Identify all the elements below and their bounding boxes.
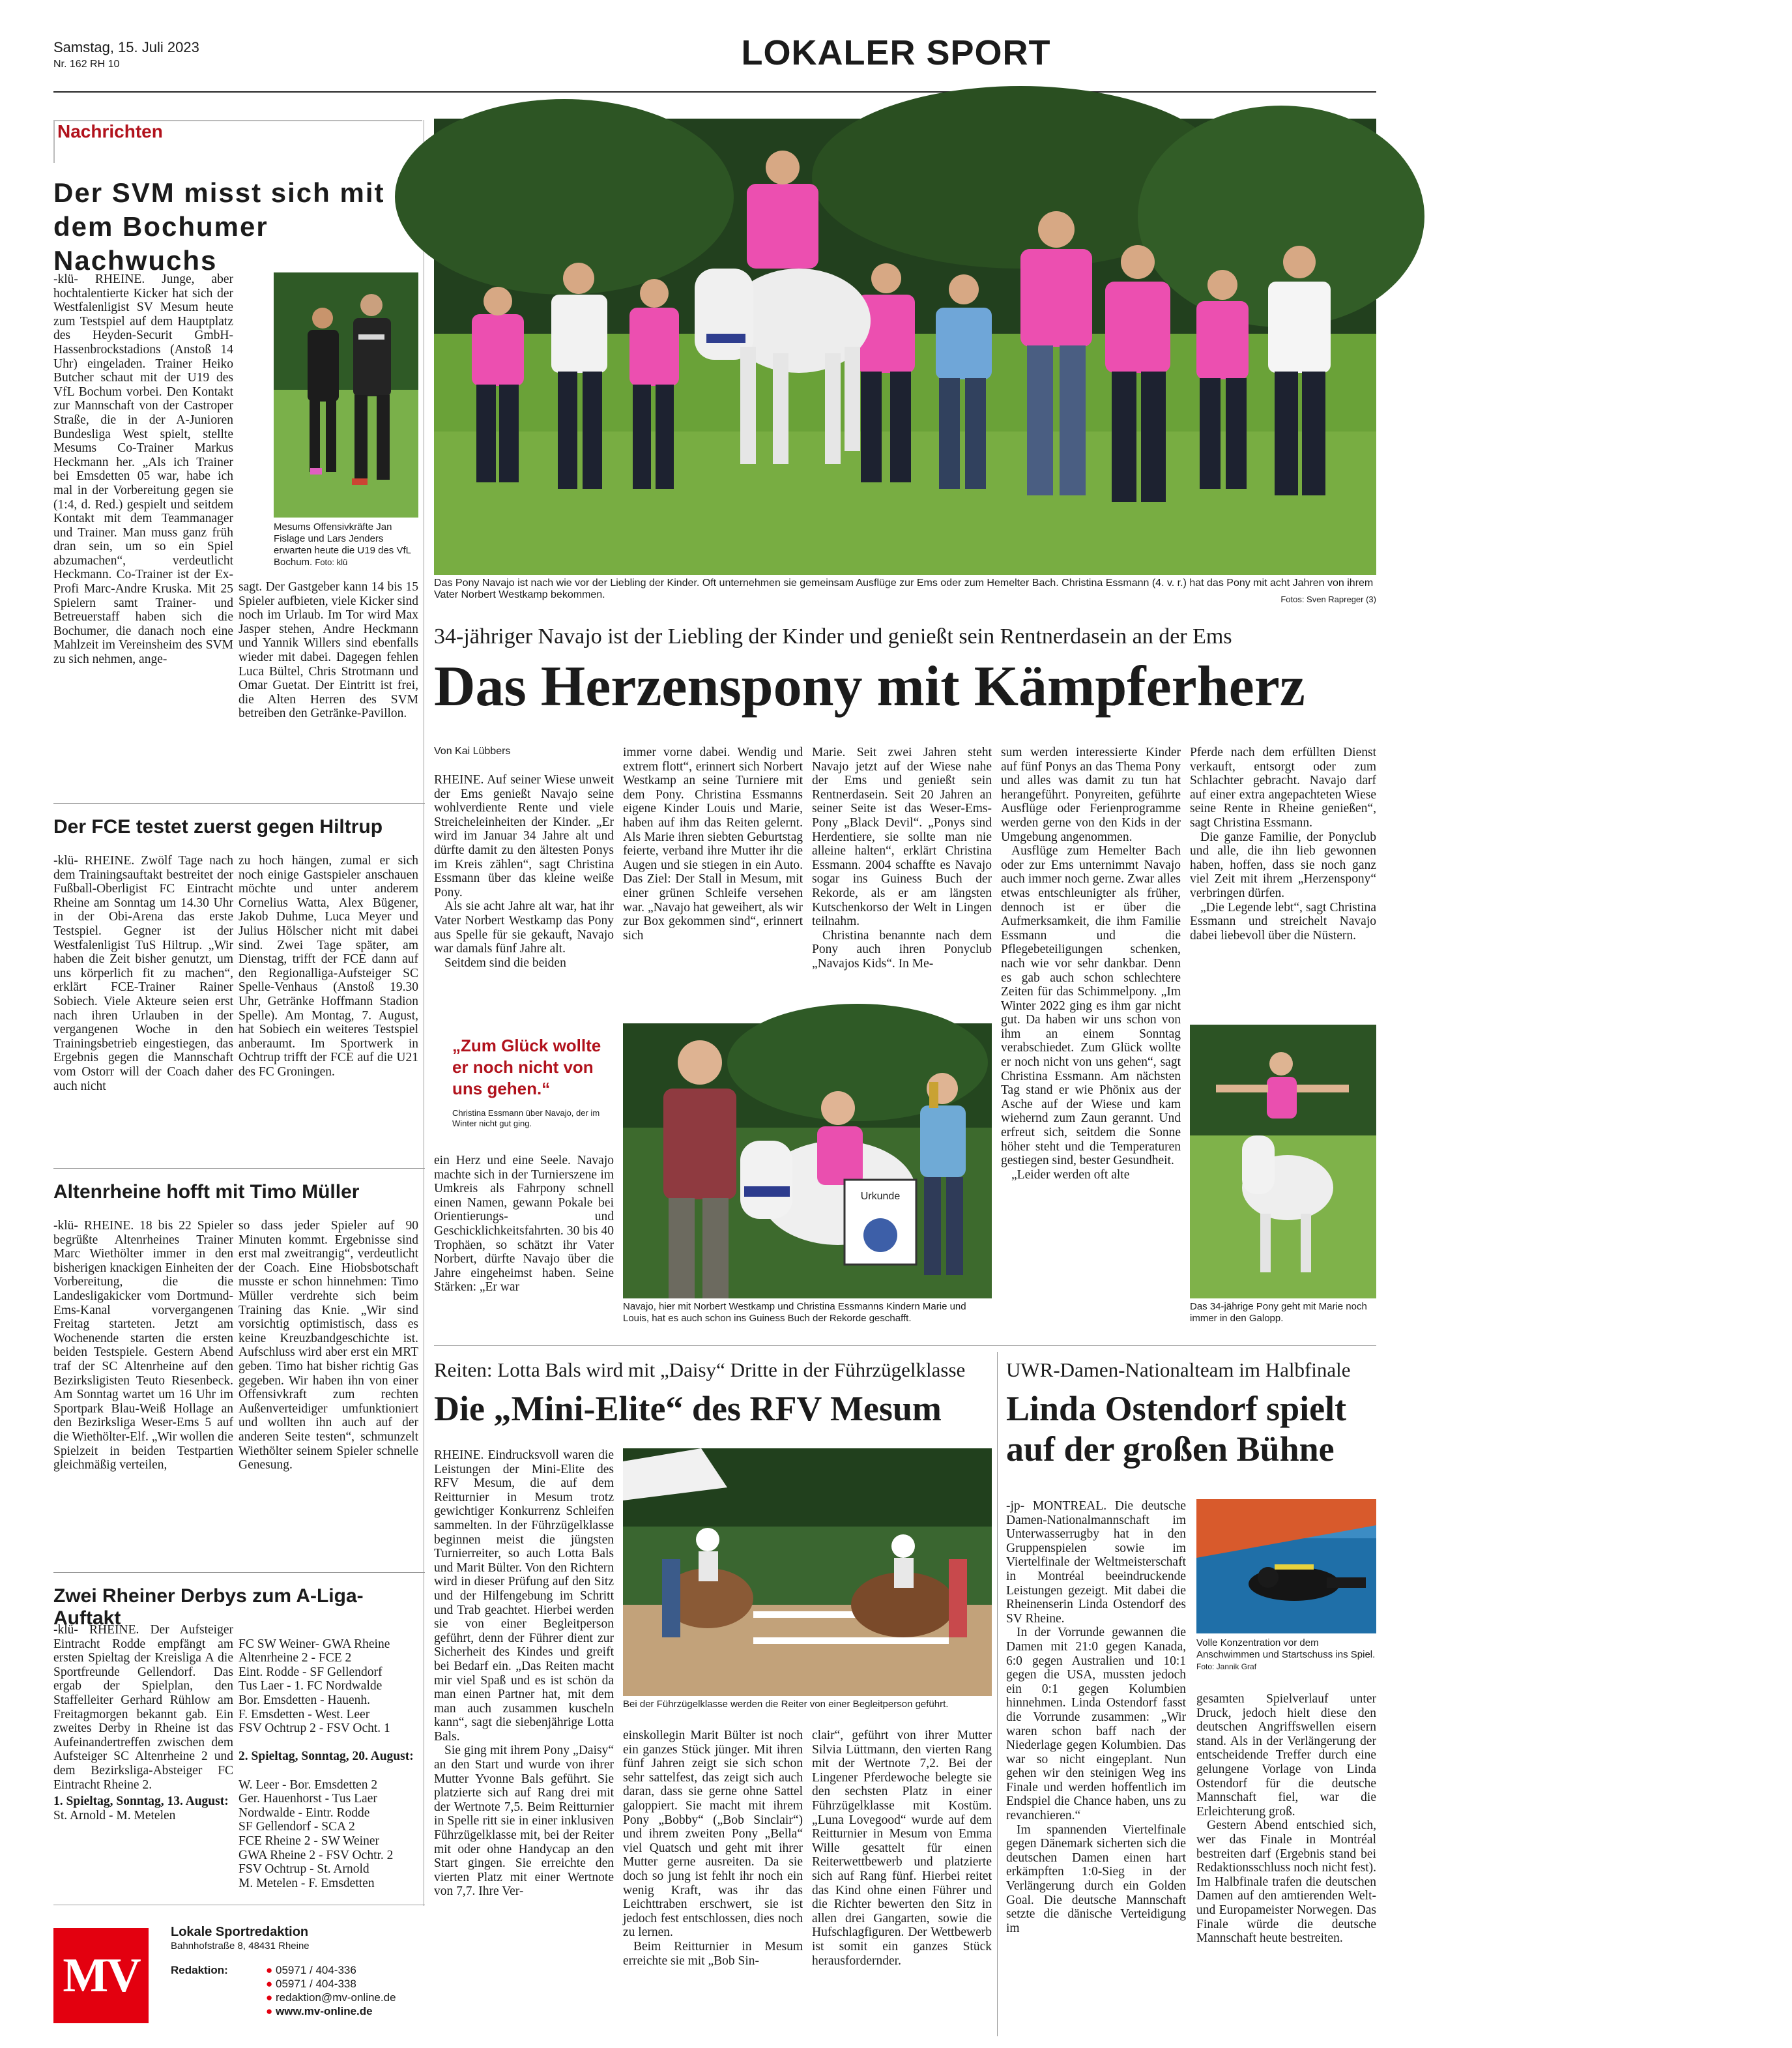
article-body: immer vorne dabei. Wendig und extrem flott“, erinnert sich Norbert Westkamp an seine Turniere mit dem Pony. Christina Essmanns eigene Kinder Louis und Marie, haben auf ihm das Reiten gelernt. Als Marie ihren siebten Geburtstag feierte, verband ihre Mutter ihr die Augen und sie stiegen in ein Auto. Das Ziel: Der Stall in Mesum, mit einer grünen Schleife versehen war. „Navajo hat geweihert, als wir zur Box gekommen sind“, erinnert sich bbox=[623, 746, 803, 943]
news-kicker: Nachrichten bbox=[57, 121, 163, 141]
contact-address: Bahnhofstraße 8, 48431 Rheine bbox=[171, 1940, 310, 1952]
column-divider bbox=[997, 1352, 998, 2036]
pull-quote: „Zum Glück wollte er noch nicht von uns gehen.“ bbox=[452, 1036, 601, 1098]
photo-kids-with-pony bbox=[434, 119, 1376, 575]
photo-caption: Navajo, hier mit Norbert Westkamp und Christina Essmanns Kindern Marie und Louis, hat es auch schon ins Guiness Buch der Rekorde geschafft. bbox=[623, 1301, 966, 1324]
globe-icon: ● bbox=[266, 2005, 276, 2017]
galopp-photo-drawing bbox=[1190, 1025, 1376, 1298]
fixture-line: St. Arnold - M. Metelen bbox=[53, 1808, 176, 1822]
byline: Von Kai Lübbers bbox=[434, 746, 511, 757]
article-headline: Zwei Rheiner Derbys zum A-Liga-Auftakt bbox=[53, 1585, 364, 1629]
photo-caption: Mesums Offensivkräfte Jan Fislage und Lars Jenders erwarten heute die U19 des VfL Bochum. Foto: klü bbox=[274, 521, 411, 568]
article-headline: Die „Mini-Elite“ des RFV Mesum bbox=[434, 1389, 942, 1428]
fixtures-heading: 1. Spieltag, Sonntag, 13. August: bbox=[53, 1794, 229, 1809]
article-headline: Der SVM misst sich mit dem Bochumer Nachwuchs bbox=[53, 177, 385, 276]
article-body: Pferde nach dem erfüllten Dienst verkauft, entsorgt oder zum Schlachter gebracht. Navajo darf auf einer extra angepachteten Wiese seine Rente in Rheine genießen“, sagt Christina Essmann. Die ganze Familie, der Ponyclub und alle, die ihn lieb gewonnen haben, hoffen, dass sie noch ganz viel Zeit mit ihrem „Herzenspony“ verbringen dürfen. „Die Legende lebt“, sagt Christina Essmann und streichelt Navajo dabei liebevoll über die Nüstern. bbox=[1190, 746, 1376, 943]
divider bbox=[53, 1572, 425, 1573]
fixture-list: FC SW Weiner- GWA Rheine Altenrheine 2 - FCE 2 Eint. Rodde - SF Gellendorf Tus Laer - 1. FC Nordwalde Bor. Emsdetten - Hauenh. F. Emsdetten - West. Leer FSV Ochtrup 2 - FSV Ocht. 1 2. Spieltag, Sonntag, 20. August: W. Leer - Bor. Emsdetten 2 Ger. Hauenhorst - Tus Laer Nordwalde - Eintr. Rodde SF Gellendorf - SCA 2 FCE Rheine 2 - SW Weiner GWA Rheine 2 - FSV Ochtr. 2 FSV Ochtrup - St. Arnold M. Metelen - F. Emsdetten bbox=[238, 1623, 425, 1819]
contact-title: Lokale Sportredaktion bbox=[171, 1925, 309, 1939]
article-body: sagt. Der Gastgeber kann 14 bis 15 Spieler aufbieten, viele Kicker sind noch im Urlaub. Im Tor wird Max Jasper stehen, Andre Heckmann und Yannik Willers sind ebenfalls wieder mit dabei. Dagegen fehlen Luca Bültel, Chris Strotmann und Omar Guetat. Der Eintritt ist frei, die Alten Herren des SVM betreiben den Getränke-Pavillon. bbox=[238, 580, 418, 721]
photo-caption: Volle Konzentration vor dem Anschwimmen und Startschuss ins Spiel. Foto: Jannik Graf bbox=[1196, 1637, 1376, 1671]
article-headline: Altenrheine hofft mit Timo Müller bbox=[53, 1181, 360, 1203]
article-body: ein Herz und eine Seele. Navajo machte sich in der Turnierszene im Umkreis als Fahrpony schnell einen Namen, gewann Pokale bei Orientierungs- und Geschicklichkeitsfahrten. 30 bis 40 Trophäen, so schätzt ihr Vater Norbert, dürfte Navajo über die Jahre eingeheimst haben. Seine Stärken: „Er war bbox=[434, 1154, 614, 1295]
article-body: zu hoch hängen, zumal er sich noch einige Gastspieler anschauen möchte und unter anderem Cornelius Wattа, Alex Bügener, Jakob Duhme, Luca Meyer und Julius Hölscher nicht mit dabei sind. Zwei Tage später, am Dienstag, trifft der FCE dann auf den Regionalliga-Aufsteiger SC Spelle-Venhaus (Anstoß 19.30 Uhr, Getränke Hoffmann Stadion Spelle). Am Montag, 7. August, hat Sobiech ein weiteres Testspiel anberaumt. Im Sportwerk in Ochtrup trifft der FCE auf die U21 des FC Groningen. bbox=[238, 854, 418, 1079]
article-body: gesamten Spielverlauf unter Druck, jedoch hielt diese den deutschen Angriffswellen eisern stand. Als in der Verlängerung der entscheidende Treffer durch eine gelungene Vorlage von Linda Ostendorf für die deutsche Mannschaft fiel, war die Erleichterung groß. Gestern Abend entschied sich, wer das Finale in Montréal bestreiten darf (Ergebnis stand bei Redaktionsschluss noch nicht fest). Im Halbfinale trafen die deutschen Damen auf den amtierenden Welt- und Europameister Norwegen. Das Finale würde die deutsche Mannschaft heute bestreiten. bbox=[1196, 1692, 1376, 1946]
photo-caption: Das 34-jährige Pony geht mit Marie noch immer in den Galopp. bbox=[1190, 1301, 1367, 1324]
certificate-label: Urkunde bbox=[860, 1191, 901, 1202]
section-title: LOKALER SPORT bbox=[741, 33, 1051, 72]
phone-line[interactable]: ● 05971 / 404-336 bbox=[266, 1964, 356, 1976]
uwr-photo-drawing bbox=[1196, 1499, 1376, 1633]
soccer-photo-drawing bbox=[274, 272, 418, 518]
photo-credit: Fotos: Sven Rapreger (3) bbox=[1280, 594, 1376, 604]
article-body: RHEINE. Eindrucksvoll waren die Leistungen der Mini-Elite des RFV Mesum, die auf dem Reitturnier in Mesum trotz gewichtiger Konkurrenz Schleifen sammelten. In der Führzügelklasse beginnen meist die jüngsten Turnierreiter, so auch Lotta Bals und Marit Bülter. Von den Richtern wird in dieser Prüfung auf den Sitz und der Hilfengebung im Schritt und Trab geachtet. Hierbei werden sie von einer Begleitperson geführt, denn der Führer dient zur Sicherheit des Kindes und greift bei Bedarf ein. „Das Reiten macht mir viel Spaß und es ist schön da man einen Partner hat, mit dem man auch zusammen kuscheln kann“, sagt die siebenjährige Lotta Bals. Sie ging mit ihrem Pony „Daisy“ an den Start und wurde von ihrer Mutter Yvonne Bals geführt. Sie platzierte sich auf Rang drei mit der Wertnote 7,5. Beim Reitturnier in Spelle ritt sie in einer inklusiven Führzügelklasse mit, bei der Reiter mit oder ohne Handycap an den Start gingen. Sie erreichte den vierten Platz mit einer Wertnote von 7,7. Ihre Ver- bbox=[434, 1448, 614, 1899]
divider bbox=[53, 803, 425, 804]
article-body: RHEINE. Auf seiner Wiese unweit der Ems genießt Navajo seine wohlverdiente Rente und viele Streicheleinheiten der Kinder. „Er wird im Januar 34 Jahre alt und dürfte damit zu den ältesten Ponys im Kreis zählen“, sagt Christina Essmann über das kleine weiße Pony. Als sie acht Jahre alt war, hat ihr Vater Norbert Westkamp das Pony aus Spelle für sie gekauft, Navajo war damals fünf Jahre alt. Seitdem sind die beiden bbox=[434, 773, 614, 970]
pony-photo-drawing bbox=[434, 119, 1376, 575]
photo-caption: Das Pony Navajo ist nach wie vor der Liebling der Kinder. Oft unternehmen sie gemeinsam Ausflüge zur Ems oder zum Hemelter Bach. Christina Essmann (4. v. r.) hat das Pony mit acht Jahren von ihrem Vater Norbert Westkamp bekommen. bbox=[434, 578, 1374, 600]
article-body: so dass jeder Spieler auf 90 Minuten kommt. Ergebnisse sind erst mal zweitrangig“, verdeutlicht der Coach. Eine Hiobsbotschaft musste er schon hinnehmen: Timo Müller verdrehte sich beim Training das Knie. „Wir sind vorsichtig optimistisch, dass es keine Kreuzbandgeschichte ist. Aufschluss wird aber erst ein MRT geben. Timo hat bisher richtig Gas gegeben. Wir haben ihn von einer Offensivkraft zum rechten Außenverteidiger umfunktioniert und wollten ihn auch auf der anderen Seite testen“, schmunzelt Wiethölter seinem Spieler schnelle Genesung. bbox=[238, 1219, 418, 1472]
fax-line[interactable]: ● 05971 / 404-338 bbox=[266, 1978, 356, 1990]
photo-family-with-pony bbox=[623, 1023, 992, 1298]
topline: 34-jähriger Navajo ist der Liebling der Kinder und genießt sein Rentnerdasein an der Ems bbox=[434, 624, 1232, 649]
issue-number: Nr. 162 RH 10 bbox=[53, 59, 120, 70]
mail-icon: ● bbox=[266, 1991, 276, 2004]
article-body: clair“, geführt von ihrer Mutter Silvia Lüttmann, den vierten Rang mit der Wertnote 7,2. Bei der Lingener Pferdewoche belegte sie den sechsten Platz in einer Führzügelklasse mit Kostüm. „Luna Lovegood“ wurde auf dem Reitturnier in Mesum von Emma Wille gesattelt für einen Reiterwettbewerb und platzierte sich auf Rang fünf. Hierbei reitet das Kind ohne einen Führer und die Richter bewerten den Sitz in allen drei Gangarten, sowie die Hufschlagfiguren. Der Wettbewerb ist somit ein ganzes Stück herausfordernder. bbox=[812, 1729, 992, 1968]
article-body: einskollegin Marit Bülter ist noch ein ganzes Stück jünger. Mit ihren fünf Jahren zeigt sie sich schon sehr sattelfest, das zeigt sich auch daran, dass sie gerne ohne Sattel galoppiert. Sie macht mit ihrem Pony „Bobby“ („Bob Sinclair“) und ihrem zweiten Pony „Bella“ viel Quatsch und geht mit ihrer Mutter gerne ausreiten. Da sie doch so jung ist fehlt ihr noch ein wenig Kraft, was ihr das Leichttraben erschwert, sie ist jedoch fest entschlossen, dies noch zu lernen. Beim Reitturnier in Mesum erreichte sie mit „Bob Sin- bbox=[623, 1729, 803, 1968]
contact-box bbox=[171, 1925, 425, 2018]
photo-underwater-rugby bbox=[1196, 1499, 1376, 1633]
photo-riders bbox=[623, 1448, 992, 1696]
riders-photo-drawing bbox=[623, 1448, 992, 1696]
article-body: sum werden interessierte Kinder auf fünf Ponys an das Thema Pony und alles was damit zu tun hat herangeführt. Ponyreiten, geführte Ausflüge oder Ferienprogramme werden gerne von den Kids in der Umgebung angenommen. Ausflüge zum Hemelter Bach oder zur Ems unternimmt Navajo auch immer noch gerne. Zwar alles etwas entschleunigter als früher, dennoch ist er über die Aufmerksamkeit, die ihm Familie Essmann und die Pflegebeteiligungen schenken, nach wie vor sehr dankbar. Denn es gab auch schon schlechtere Zeiten für das Schimmelpony. „Im Winter 2022 ging es ihm gar nicht gut. Da haben wir uns schon von ihm an einem Sonntag verabschiedet. Zum Glück wollte er noch nicht von uns gehen“, sagt Christina Essmann. Am nächsten Tag stand er wie Phönix aus der Asche auf der Wiese und kam wiehernd zum Zaun gerannt. Und erfreut sich, seitdem die Sonne höher steht und die Temperaturen gestiegen sind, bester Gesundheit. „Leider werden oft alte bbox=[1001, 746, 1181, 1182]
article-body: -klü- RHEINE. 18 bis 22 Spieler begrüßte Altenrheines Trainer Marc Wiethölter immer in den bisherigen knackigen Einheiten der Vorbereitung, die die Landesligakicker vom Dortmund-Ems-Kanal vorvergangenen Freitag starteten. Jetzt am Wochenende starten die ersten beiden Testspiele. Gestern Abend traf der SC Altenrheine auf den Bezirksligisten Teuto Riesenbeck. Am Sonntag wartet um 16 Uhr im Sportpark Blau-Weiß Hollage an den Bezirksliga Weser-Ems 5 auf die Wiethölter-Elf. „Wir wollen die Spielzeit in beiden Testpartien gleichmäßig verteilen, bbox=[53, 1219, 233, 1472]
photo-pony-galopp bbox=[1190, 1025, 1376, 1298]
article-body: -jp- MONTREAL. Die deutsche Damen-Nationalmannschaft im Unterwasserrugby hat in den Gruppenspielen sowie im Viertelfinale der Weltmeisterschaft in Montréal beeindruckende Leistungen gezeigt. Mit dabei die Rheinenserin Linda Ostendorf des SV Rheine. In der Vorrunde gewannen die Damen mit 21:0 gegen Kanada, 6:0 gegen Australien und 10:1 gegen die USA, mussten jedoch ein 0:1 gegen Kolumbien hinnehmen. Linda Ostendorf fasst die Vorrunde zusammen: „Wir waren schon baff nach der Niederlage gegen Kolumbien. Das war so nicht eingeplant. Nun gehen wir den steinigen Weg ins Finale und werden hoffentlich im Endspiel die Chance haben, uns zu revanchieren.“ Im spannenden Viertelfinale gegen Dänemark sicherten sich die deutschen Damen einen hart erkämpften 1:0-Sieg in der Verlängerung durch ein Golden Goal. Die deutsche Mannschaft setzte die dänische Verteidigung im bbox=[1006, 1499, 1186, 1935]
fax-icon: ● bbox=[266, 1978, 276, 1990]
main-headline: Das Herzenspony mit Kämpferherz bbox=[434, 655, 1305, 718]
article-body: Marie. Seit zwei Jahren steht Navajo jetzt auf der Wiese nahe der Ems und genießt sein Rentnerdasein. Seit 20 Jahren an seiner Seite ist das Weser-Ems-Pony „Black Devil“. „Ponys sind Herdentiere, sie sollte man nie alleine halten“, erklärt Christina Essmann. 2004 schaffte es Navajo sogar ins Guiness Buch der Rekorde, als er am längsten Kutschenkorso der Welt in Lingen teilnahm. Christina benannte nach dem Pony auch ihren Ponyclub „Navajos Kids“. In Me- bbox=[812, 746, 992, 971]
divider bbox=[434, 1345, 1376, 1346]
website-link[interactable]: ● www.mv-online.de bbox=[266, 2005, 373, 2017]
quote-source: Christina Essmann über Navajo, der im Winter nicht gut ging. bbox=[452, 1108, 600, 1128]
article-body: -klü- RHEINE. Der Aufsteiger Eintracht Rodde empfängt am ersten Spieltag der Kreisliga A die Sportfreunde Gellendorf. Das ergab der Spielplan, den Staffelleiter Gerhard Rühlow am Freitagmorgen bekannt gab. Ein zweites Derby in Rheine ist das Aufeinandertreffen zwischen dem Aufsteiger SC Altenrheine 2 und dem Bezirksliga-Absteiger FC Eintracht Rheine 2. 1. Spieltag, Sonntag, 13. August: St. Arnold - M. Metelen bbox=[53, 1623, 233, 1822]
header-rule bbox=[53, 91, 1376, 93]
topline: UWR-Damen-Nationalteam im Halbfinale bbox=[1006, 1358, 1351, 1381]
photo-soccer-players bbox=[274, 272, 418, 518]
article-headline: Der FCE testet zuerst gegen Hiltrup bbox=[53, 816, 383, 838]
phone-icon: ● bbox=[266, 1964, 276, 1976]
fixtures-heading: 2. Spieltag, Sonntag, 20. August: bbox=[238, 1749, 414, 1764]
issue-date: Samstag, 15. Juli 2023 bbox=[53, 39, 199, 55]
contact-label: Redaktion: bbox=[171, 1964, 228, 1976]
email-link[interactable]: ● redaktion@mv-online.de bbox=[266, 1991, 396, 2004]
mv-logo: MV bbox=[53, 1928, 149, 2023]
article-body: -klü- RHEINE. Junge, aber hochtalentierte Kicker hat sich der Westfalenligist SV Mesum heute zum Testspiel auf dem Hauptplatz des Heyden-Securit GmbH-Hassenbrockstadions (Anstoß 14 Uhr) eingeladen. Trainer Heiko Butcher schaut mit der U19 des VfL Bochum vorbei. Den Kontakt zur Mannschaft von der Castroper Straße, die in der A-Junioren Bundesliga West spielt, stellte Mesums Co-Trainer Markus Heckmann her. „Als ich Trainer bei Emsdetten 05 war, habe ich mal in der Vorbereitung gegen sie (1:4, d. Red.) gespielt und seitdem Kontakt mit dem Teammanager und Trainer. Man muss ganz früh dran sein, um so ein Spiel abzumachen“, verdeutlicht Heckmann. Co-Trainer ist der Ex-Profi Marc-Andre Kruska. Mit 25 Spielern samt Trainer- und Betreuerstaff haben sich die Bochumer, die danach noch eine Mahlzeit im Vereinsheim des SVM zu sich nehmen, ange- bbox=[53, 272, 233, 667]
article-body: -klü- RHEINE. Zwölf Tage nach dem Trainingsauftakt bestreitet der Fußball-Oberligist FC Eintracht Rheine am Sonntag um 14.30 Uhr in der Obi-Arena das erste Testspiel. Gegner ist der Westfalenligist TuS Hiltrup. „Wir haben die Zeit bisher genutzt, um uns körperlich fit zu machen“, erklärt FCE-Trainer Rainer Sobiech. Viele Akteure seien erst nach ihren Urlauben in der vergangenen Woche in den Trainingsbetrieb eingestiegen, das Ergebnis gegen die Mannschaft vom Ostorr will der Coach daher auch nicht bbox=[53, 854, 233, 1093]
divider bbox=[53, 1168, 425, 1169]
topline: Reiten: Lotta Bals wird mit „Daisy“ Dritte in der Führzügelklasse bbox=[434, 1358, 966, 1381]
family-photo-drawing bbox=[623, 1023, 992, 1298]
photo-caption: Bei der Führzügelklasse werden die Reiter von einer Begleitperson geführt. bbox=[623, 1699, 949, 1710]
article-headline: Linda Ostendorf spielt auf der großen Bühne bbox=[1006, 1389, 1347, 1469]
